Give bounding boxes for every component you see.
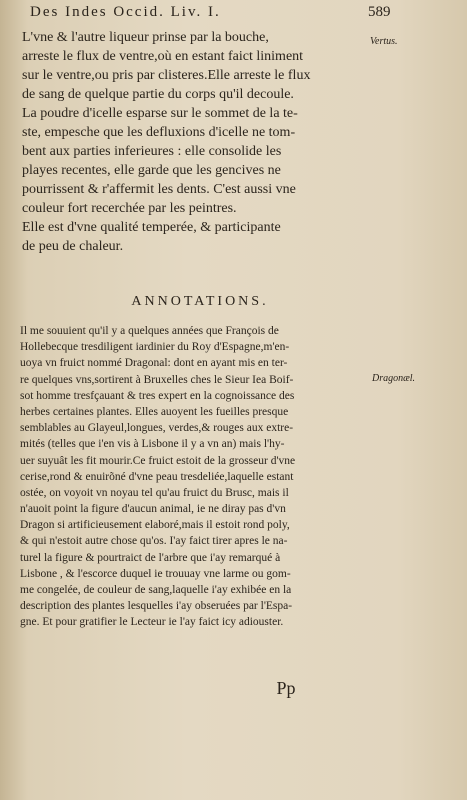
annotation-line: semblables au Glayeul,longues, verdes,& rouges aux extre- bbox=[20, 422, 294, 435]
text-line: playes recentes, elle garde que les gencives ne bbox=[22, 163, 281, 178]
annotation-line: turel la figure & pourtraict de l'arbre que i'ay remarqué à bbox=[20, 551, 281, 564]
text-line: Elle est d'vne qualité temperée, & participante bbox=[22, 220, 281, 235]
annotation-line: herbes certaines plantes. Elles auoyent les fueilles presque bbox=[20, 405, 289, 418]
main-text bbox=[22, 28, 364, 256]
annotation-line: description des plantes lesquelles i'ay obseruées par l'Espa- bbox=[20, 600, 293, 613]
annotation-line: Lisbone , & l'escorce duquel ie trouuay vne larme ou gom- bbox=[20, 567, 291, 580]
annotation-line: me congelée, de couleur de sang,laquelle i'ay exhibée en la bbox=[20, 584, 292, 596]
text-line: couleur fort recerchée par les peintres. bbox=[22, 201, 237, 216]
text-line: bent aux parties inferieures : elle consolide les bbox=[22, 144, 282, 159]
text-line: de peu de chaleur. bbox=[22, 239, 124, 254]
running-head-title: Des Indes Occid. Liv. I. bbox=[30, 4, 221, 20]
annotation-line: & qui n'estoit autre chose qu'os. I'ay faict tirer apres le na- bbox=[20, 535, 288, 548]
text-line: arreste le flux de ventre,où en estant faict liniment bbox=[22, 49, 304, 64]
text-line: sur le ventre,ou pris par clisteres.Elle arreste le flux bbox=[22, 68, 311, 83]
running-head bbox=[30, 4, 430, 26]
text-line: pourrissent & r'affermit les dents. C'est aussi vne bbox=[22, 182, 296, 197]
margin-note-dragonael: Dragonæl. bbox=[372, 373, 416, 384]
annotation-line: uoya vn fruict nommé Dragonal: dont en ayant mis en ter- bbox=[20, 357, 288, 370]
annotation-line: re quelques vns,sortirent à Bruxelles ches le Sieur Iea Boif- bbox=[20, 373, 294, 386]
text-line: La poudre d'icelle esparse sur le sommet de la te- bbox=[22, 106, 298, 121]
text-line: L'vne & l'autre liqueur prinse par la bouche, bbox=[22, 30, 269, 45]
annotation-text bbox=[20, 323, 364, 631]
annotation-line: Dragon si artificieusement elaboré,mais il estoit rond poly, bbox=[20, 519, 290, 532]
annotation-line: uer suyuât les fit mourir.Ce fruict estoit de la grosseur d'vne bbox=[20, 454, 296, 467]
annotation-line: mités (telles que i'en vis à Lisbone il y a vn an) mais l'hy- bbox=[20, 438, 285, 451]
annotation-line: n'auoit point la figure d'aucun animal, ie ne diray pas d'vn bbox=[20, 503, 286, 516]
annotation-line: gne. Et pour gratifier le Lecteur ie l'ay faict icy adiouster. bbox=[20, 616, 284, 629]
margin-note-vertus: Vertus. bbox=[370, 36, 398, 47]
annotation-line: Il me souuient qu'il y a quelques années que François de bbox=[20, 325, 279, 337]
annotation-line: Hollebecque tresdiligent iardinier du Roy d'Espagne,m'en- bbox=[20, 341, 290, 354]
page-number: 589 bbox=[368, 4, 391, 20]
signature-mark: Pp bbox=[276, 678, 296, 698]
annotation-line: sot homme tresfçauant & tres expert en la cognoissance des bbox=[20, 389, 295, 402]
text-line: de sang de quelque partie du corps qu'il decoule. bbox=[22, 87, 294, 102]
section-heading: ANNOTATIONS. bbox=[131, 294, 269, 309]
annotation-line: cerise,rond & enuirõné d'vne peau tresdeliée,laquelle estant bbox=[20, 470, 294, 483]
text-line: ste, empesche que les defluxions d'icelle ne tom- bbox=[22, 125, 296, 140]
annotation-line: ostée, on voyoit vn noyau tel qu'au fruict du Brusc, mais il bbox=[20, 486, 289, 499]
